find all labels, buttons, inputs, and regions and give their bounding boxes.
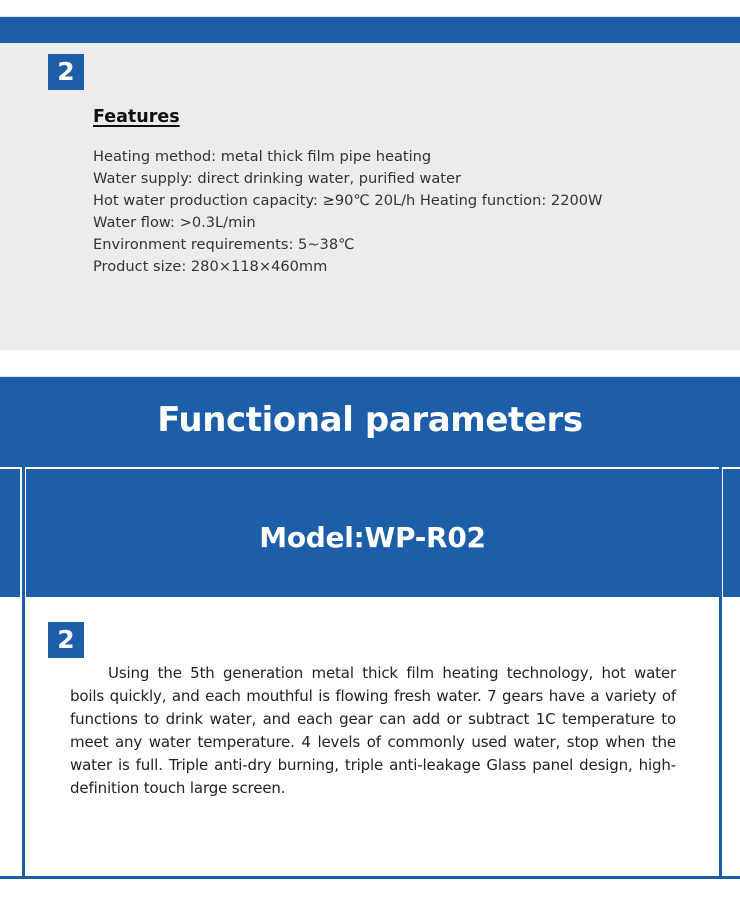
description-text: Using the 5th generation metal thick film heating technology, hot water boils quickly, and each mouthful is flowing fresh water. 7 gears have a variety of functions to drink water, and each gear can add or subtract 1C temperature to meet any water temperature. 4 levels of commonly used water, stop when the water is full. Triple anti-dry burning, triple anti-leakage Glass panel design, high-definition touch large screen. — [70, 664, 676, 797]
list-item: Water flow: >0.3L/min — [93, 214, 256, 231]
list-item: Environment requirements: 5~38℃ — [93, 236, 355, 253]
frame-bottom-line — [0, 876, 740, 879]
top-blue-bar — [0, 17, 740, 43]
number-badge: 2 — [48, 54, 84, 90]
list-item: Water supply: direct drinking water, purified water — [93, 170, 462, 187]
features-heading: Features — [93, 107, 180, 127]
frame-right-line — [719, 466, 722, 879]
list-item: Heating method: metal thick film pipe heating — [93, 148, 432, 165]
model-side-strip-left — [0, 469, 20, 597]
model-side-strip-right — [723, 469, 740, 597]
model-title: Model:WP-R02 — [259, 521, 486, 554]
section-title: Functional parameters — [157, 400, 583, 440]
number-badge: 2 — [48, 622, 84, 658]
frame-top-line — [0, 463, 740, 467]
list-item: Product size: 280×118×460mm — [93, 258, 328, 275]
list-item: Hot water production capacity: ≥90℃ 20L/h Heating function: 2200W — [93, 192, 603, 209]
features-list — [93, 146, 602, 278]
